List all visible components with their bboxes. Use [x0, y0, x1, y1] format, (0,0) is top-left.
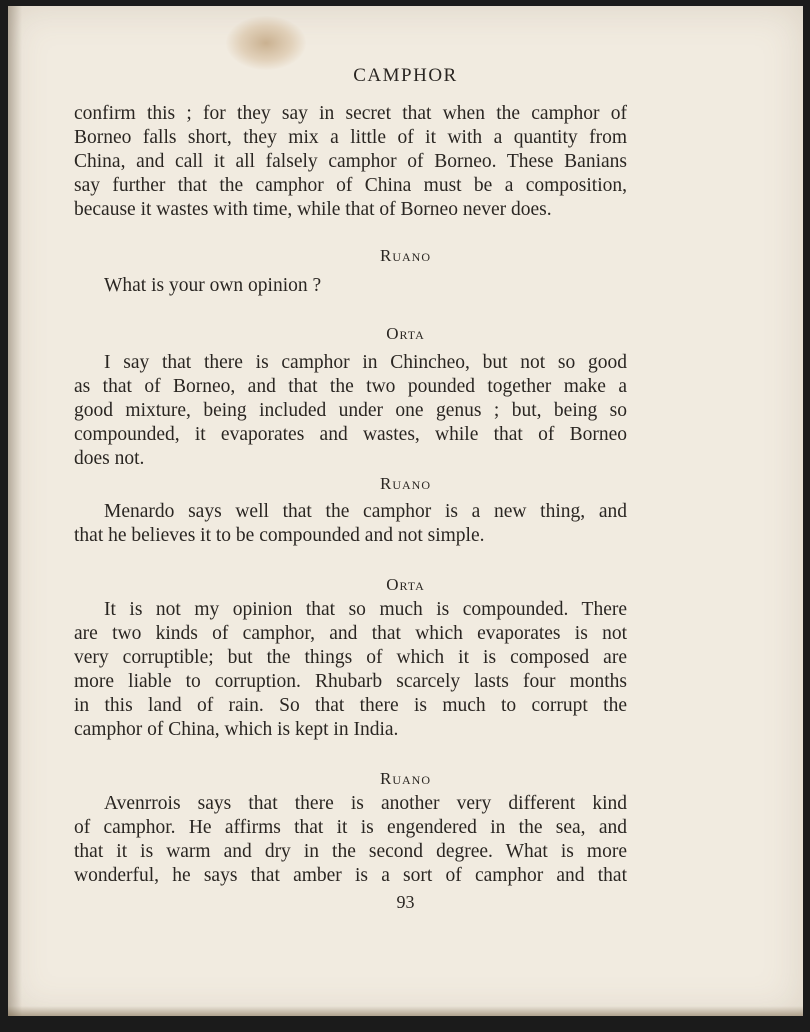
paragraph-continuation	[74, 102, 627, 222]
text-line: China, and call it all falsely camphor of Borneo. These Banians	[74, 151, 627, 172]
speech-paragraph	[74, 598, 627, 742]
speaker-heading: Orta	[386, 575, 425, 594]
text-line: more liable to corruption. Rhubarb scarcely lasts four months	[74, 671, 627, 692]
text-line: because it wastes with time, while that of Borneo never does.	[74, 199, 552, 220]
text-line: does not.	[74, 448, 145, 469]
text-line: compounded, it evaporates and wastes, while that of Borneo	[74, 424, 627, 445]
page-number: 93	[396, 892, 415, 912]
text-line: What is your own opinion ?	[104, 275, 322, 296]
text-line: good mixture, being included under one genus ; but, being so	[74, 400, 627, 421]
text-line: It is not my opinion that so much is compounded. There	[104, 599, 627, 620]
speaker-heading: Ruano	[379, 474, 431, 493]
text-line: that it is warm and dry in the second degree. What is more	[74, 841, 627, 862]
speech-paragraph	[74, 792, 627, 888]
running-head: CAMPHOR	[353, 65, 458, 86]
book-page	[8, 6, 803, 1016]
speaker-heading: Orta	[386, 324, 425, 343]
text-line: as that of Borneo, and that the two pounded together make a	[74, 376, 627, 397]
text-line: very corruptible; but the things of which it is composed are	[74, 647, 627, 668]
speaker-heading: Ruano	[379, 769, 431, 788]
text-line: Avenrrois says that there is another very different kind	[104, 793, 627, 814]
speaker-heading: Ruano	[379, 246, 431, 265]
text-line: wonderful, he says that amber is a sort of camphor and that	[74, 865, 627, 886]
speech-paragraph	[74, 274, 627, 298]
foxing-stain	[226, 16, 306, 70]
speech-paragraph	[74, 351, 627, 471]
speech-paragraph	[74, 500, 627, 548]
text-line: in this land of rain. So that there is much to corrupt the	[74, 695, 627, 716]
page-bottom-edge	[8, 1006, 803, 1016]
text-line: camphor of China, which is kept in India.	[74, 719, 399, 740]
text-line: Borneo falls short, they mix a little of it with a quantity from	[74, 127, 627, 148]
spine-shadow	[8, 6, 22, 1016]
text-line: are two kinds of camphor, and that which evaporates is not	[74, 623, 627, 644]
text-line: Menardo says well that the camphor is a new thing, and	[104, 501, 627, 522]
text-line: I say that there is camphor in Chincheo, but not so good	[104, 352, 627, 373]
text-line: that he believes it to be compounded and not simple.	[74, 525, 485, 546]
text-line: say further that the camphor of China must be a composition,	[74, 175, 627, 196]
text-line: confirm this ; for they say in secret that when the camphor of	[74, 103, 627, 124]
text-line: of camphor. He affirms that it is engendered in the sea, and	[74, 817, 627, 838]
